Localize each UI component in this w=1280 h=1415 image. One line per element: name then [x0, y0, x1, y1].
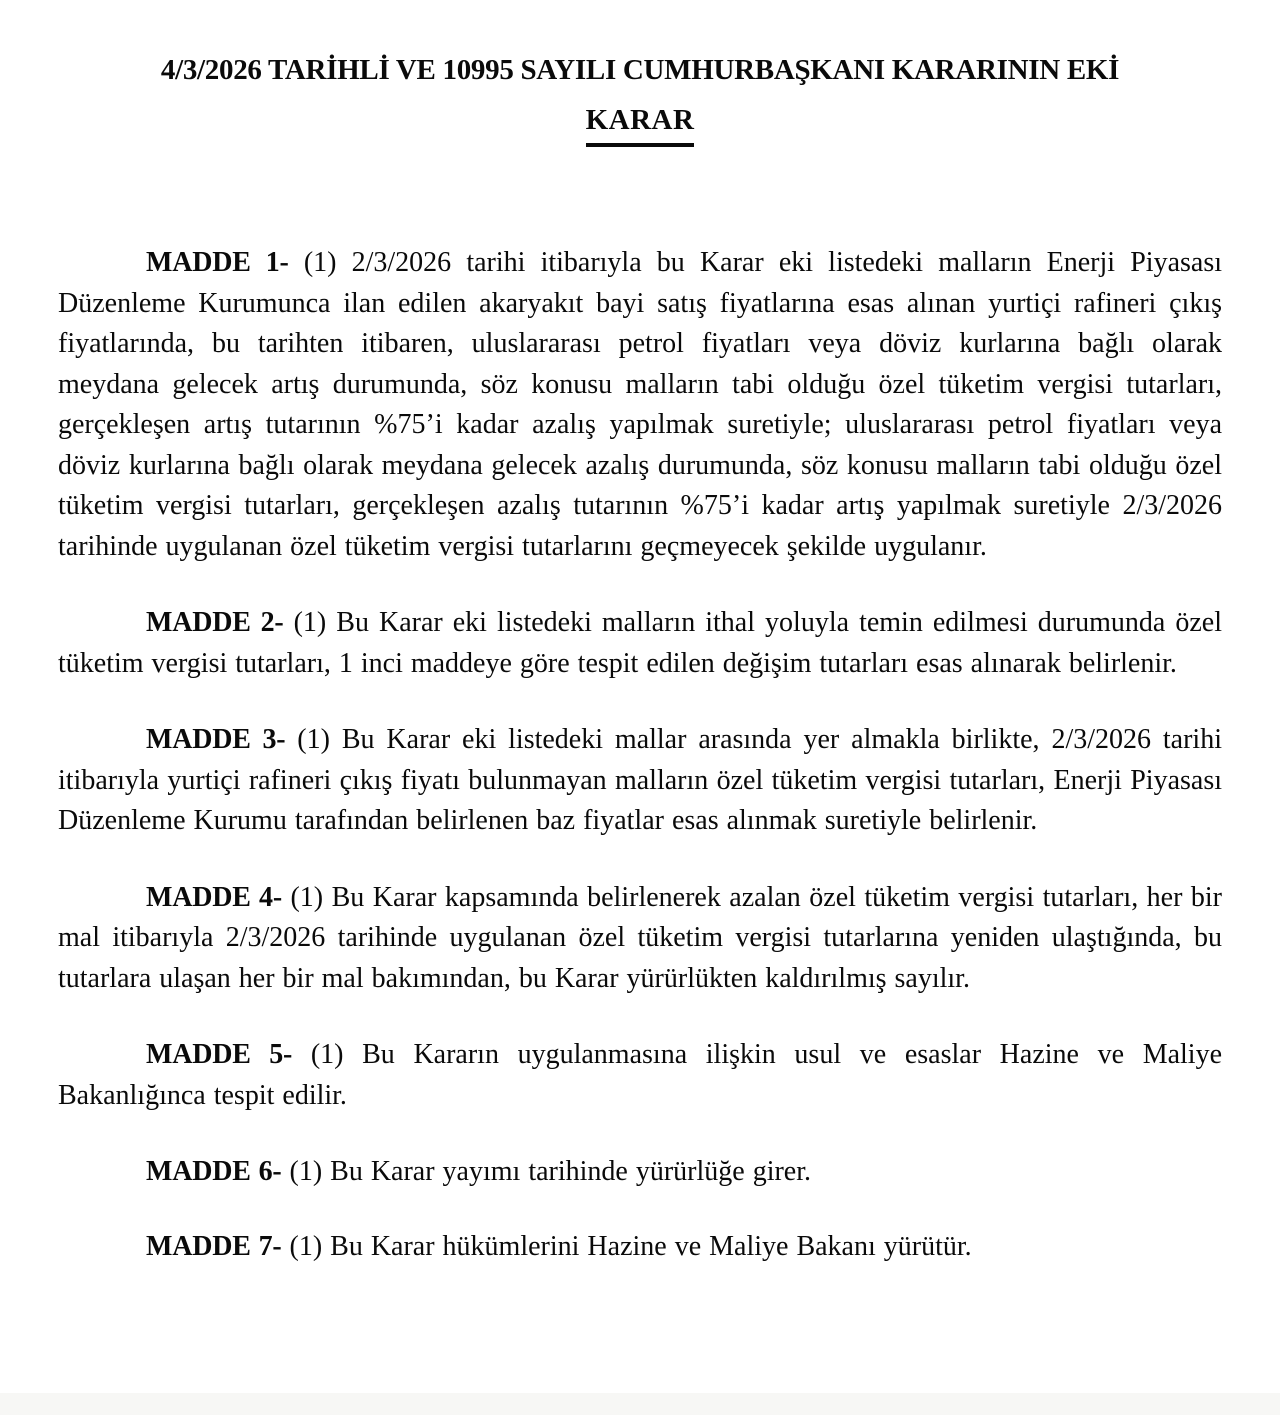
article-3-text: (1) Bu Karar eki listedeki mallar arasında yer almakla birlikte, 2/3/2026 tarihi itibarıyla yurtiçi rafineri çıkış fiyatı bulunmayan malların özel tüketim vergisi tutarları, Enerji Piyasası Düzenleme Kurumu tarafından belirlenen baz fiyatlar esas alınmak suretiyle belirlenir.	[58, 724, 1222, 836]
article-6	[58, 1152, 1222, 1193]
article-1-label: MADDE 1-	[146, 247, 289, 278]
document-title: 4/3/2026 TARİHLİ VE 10995 SAYILI CUMHURBAŞKANI KARARININ EKİ	[160, 54, 1120, 86]
article-1	[58, 243, 1222, 567]
document-header	[58, 46, 1222, 147]
article-5-label: MADDE 5-	[146, 1039, 293, 1070]
article-4	[58, 878, 1222, 1000]
article-6-text: (1) Bu Karar yayımı tarihinde yürürlüğe girer.	[289, 1156, 811, 1187]
article-7-label: MADDE 7-	[146, 1230, 282, 1262]
article-5-text: (1) Bu Kararın uygulanmasına ilişkin usul ve esaslar Hazine ve Maliye Bakanlığınca tespit edilir.	[58, 1039, 1222, 1111]
article-2-label: MADDE 2-	[146, 607, 284, 638]
article-5	[58, 1035, 1222, 1116]
article-6-label: MADDE 6-	[146, 1156, 282, 1187]
article-4-text: (1) Bu Karar kapsamında belirlenerek azalan özel tüketim vergisi tutarları, her bir mal itibarıyla 2/3/2026 tarihinde uygulanan özel tüketim vergisi tutarlarına yeniden ulaştığında, bu tutarlara ulaşan her bir mal bakımından, bu Karar yürürlükten kaldırılmış sayılır.	[58, 881, 1222, 994]
article-2-text: (1) Bu Karar eki listedeki malların ithal yoluyla temin edilmesi durumunda özel tüketim vergisi tutarları, 1 inci maddeye göre tespit edilen değişim tutarları esas alınarak belirlenir.	[58, 607, 1222, 679]
document-subtitle: KARAR	[586, 98, 695, 147]
article-7-text: (1) Bu Karar hükümlerini Hazine ve Maliye Bakanı yürütür.	[289, 1230, 972, 1262]
article-3-label: MADDE 3-	[146, 724, 286, 755]
article-3	[58, 720, 1222, 842]
scan-bottom-edge	[0, 1393, 1280, 1415]
article-2	[58, 603, 1222, 684]
article-1-text: (1) 2/3/2026 tarihi itibarıyla bu Karar eki listedeki malların Enerji Piyasası Düzenleme Kurumunca ilan edilen akaryakıt bayi satış fiyatlarına esas alınan yurtiçi rafineri çıkış fiyatlarında, bu tarihten itibaren, uluslararası petrol fiyatları veya döviz kurlarına bağlı olarak meydana gelecek artış durumunda, söz konusu malların tabi olduğu özel tüketim vergisi tutarları, gerçekleşen artış tutarının %75’i kadar azalış yapılmak suretiyle; uluslararası petrol fiyatları veya döviz kurlarına bağlı olarak meydana gelecek azalış durumunda, söz konusu malların tabi olduğu özel tüketim vergisi tutarları, gerçekleşen azalış tutarının %75’i kadar artış yapılmak suretiyle 2/3/2026 tarihinde uygulanan özel tüketim vergisi tutarlarını geçmeyecek şekilde uygulanır.	[58, 247, 1222, 562]
article-4-label: MADDE 4-	[146, 881, 282, 913]
article-7	[58, 1227, 1222, 1268]
